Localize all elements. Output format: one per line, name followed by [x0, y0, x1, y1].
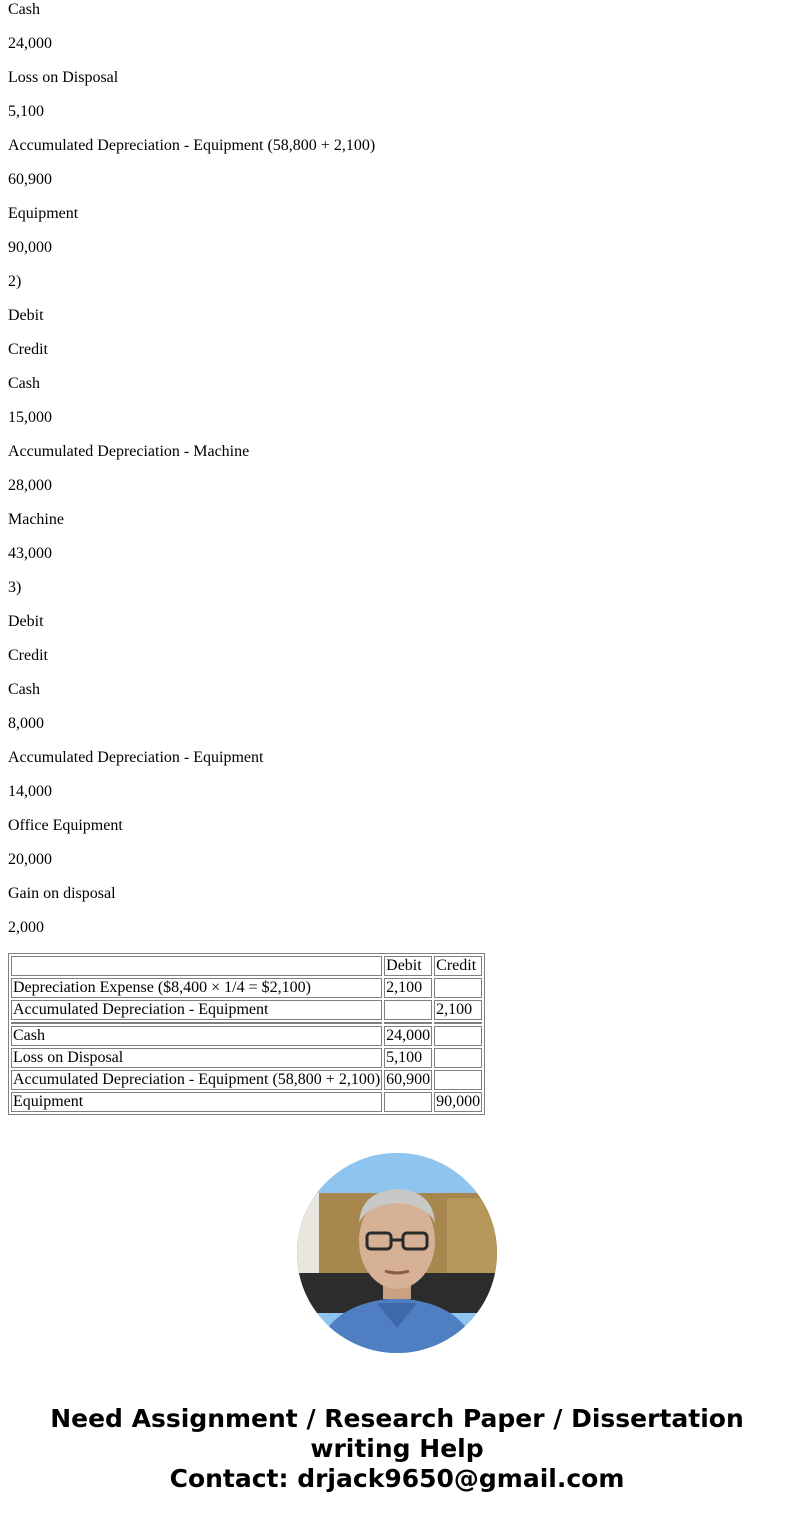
entry-line: Debit — [8, 613, 44, 630]
desc-cell: Loss on Disposal — [11, 1048, 382, 1068]
person-portrait-icon — [297, 1153, 497, 1353]
debit-cell — [384, 1022, 432, 1024]
entry-line: 15,000 — [8, 409, 52, 426]
entry-line: Machine — [8, 511, 64, 528]
debit-cell — [384, 1000, 432, 1020]
desc-cell: Accumulated Depreciation - Equipment (58,800 + 2,100) — [13, 1071, 381, 1088]
entry-line: Office Equipment — [8, 817, 123, 834]
desc-cell: Cash — [11, 1026, 382, 1046]
entry-line: 8,000 — [8, 715, 44, 732]
debit-cell: 24,000 — [386, 1027, 431, 1044]
credit-cell: 2,100 — [434, 1000, 482, 1020]
debit-cell: 60,900 — [386, 1071, 431, 1088]
credit-cell: 90,000 — [436, 1093, 481, 1110]
desc-cell: Depreciation Expense ($8,400 × 1/4 = $2,100) — [11, 978, 382, 998]
entry-line: Equipment — [8, 205, 79, 222]
debit-cell — [384, 1092, 432, 1112]
table-header-row — [11, 956, 482, 976]
entry-line: Debit — [8, 307, 44, 324]
header-desc-cell — [11, 956, 382, 976]
promo-line-2: writing Help — [310, 1434, 484, 1463]
promo-line-1: Need Assignment / Research Paper / Dissertation — [50, 1404, 744, 1433]
entry-line: Credit — [8, 341, 48, 358]
desc-cell — [11, 1022, 382, 1024]
header-debit-cell: Debit — [384, 956, 432, 976]
entry-line: Credit — [8, 647, 48, 664]
table-row — [11, 1048, 482, 1068]
entry-line: Cash — [8, 1, 40, 18]
promo-contact: Contact: drjack9650@gmail.com — [169, 1464, 625, 1493]
table-row — [11, 1070, 482, 1090]
debit-cell: 5,100 — [384, 1048, 432, 1068]
credit-cell — [434, 1022, 482, 1024]
entry-line: Accumulated Depreciation - Equipment (58,800 + 2,100) — [8, 137, 376, 154]
entry-line: Cash — [8, 375, 40, 392]
debit-cell: 2,100 — [384, 978, 432, 998]
entry-line: 14,000 — [8, 783, 52, 800]
avatar — [297, 1153, 497, 1353]
table-spacer-row — [11, 1022, 482, 1024]
entry-line: Accumulated Depreciation - Equipment — [8, 749, 264, 766]
entry-line: 90,000 — [8, 239, 52, 256]
entry-line: 60,900 — [8, 171, 52, 188]
entry-line: 5,100 — [8, 103, 44, 120]
entry-line: Accumulated Depreciation - Machine — [8, 443, 250, 460]
entry-line: 24,000 — [8, 35, 52, 52]
entry-line: Cash — [8, 681, 40, 698]
desc-cell: Equipment — [11, 1092, 382, 1112]
entry-line: 20,000 — [8, 851, 52, 868]
credit-cell — [434, 1048, 482, 1068]
credit-cell — [434, 1070, 482, 1090]
entry-line: 2) — [8, 273, 22, 290]
table-row — [11, 978, 482, 998]
entry-line: 3) — [8, 579, 22, 596]
desc-cell: Accumulated Depreciation - Equipment — [11, 1000, 382, 1020]
entry-line: 2,000 — [8, 919, 44, 936]
entry-line: Loss on Disposal — [8, 69, 119, 86]
entry-line: 28,000 — [8, 477, 52, 494]
table-row — [11, 1000, 482, 1020]
header-credit-cell: Credit — [434, 956, 482, 976]
credit-cell — [434, 978, 482, 998]
entry-line: 43,000 — [8, 545, 52, 562]
journal-table — [8, 953, 485, 1115]
table-row — [11, 1092, 482, 1112]
promo-banner — [0, 1404, 794, 1494]
credit-cell — [434, 1026, 482, 1046]
entry-line: Gain on disposal — [8, 885, 116, 902]
table-row — [11, 1026, 482, 1046]
journal-entries-text — [8, 0, 778, 952]
